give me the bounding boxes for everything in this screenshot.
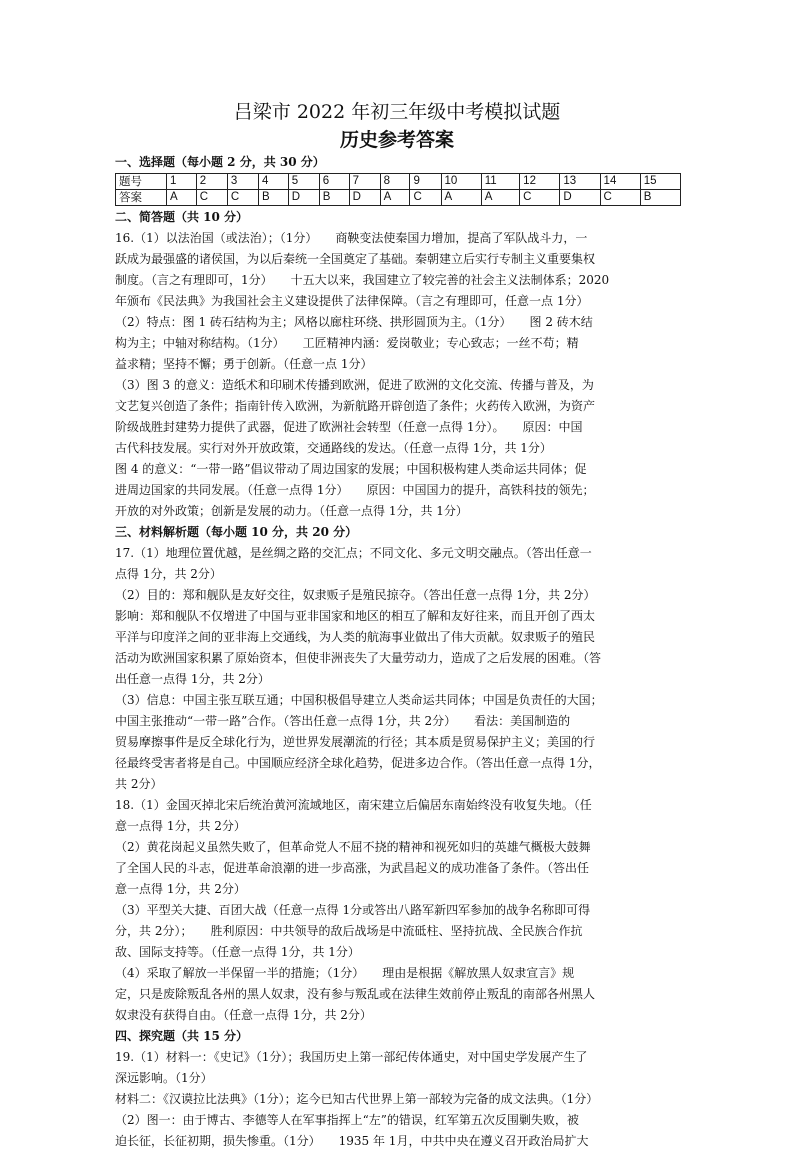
question-number-cell: 13 <box>560 174 600 190</box>
exam-title: 吕梁市 2022 年初三年级中考模拟试题 <box>233 101 561 123</box>
answer-text-line: 贸易摩擦事件是反全球化行为，逆世界发展潮流的行径；其本质是贸易保护主义；美国的行 <box>115 735 596 749</box>
answer-cell: D <box>349 190 380 206</box>
answer-content <box>115 152 681 1152</box>
answer-text-line: （3）平型关大捷、百团大战（任意一点得 1分或答出八路军新四军参加的战争名称即可得 <box>115 903 591 917</box>
answer-cell: C <box>196 190 227 206</box>
answer-text-line: 图 4 的意义：“一带一路”倡议带动了周边国家的发展；中国积极构建人类命运共同体；促 <box>115 462 587 476</box>
answer-text-line: 分，共 2分）； 胜利原因：中共领导的敌后战场是中流砥柱、坚持抗战、全民族合作抗 <box>115 924 583 938</box>
question-number-cell: 15 <box>640 174 680 190</box>
answer-text-line: （3）图 3 的意义：造纸术和印刷术传播到欧洲，促进了欧洲的文化交流、传播与普及，为 <box>115 378 594 392</box>
answer-text-line: 19.（1）材料一：《史记》（1分）；我国历史上第一部纪传体通史，对中国史学发展产生了 <box>115 1050 588 1064</box>
question-number-cell: 1 <box>167 174 197 190</box>
answer-text-line: （2）目的：郑和舰队是友好交往，奴隶贩子是殖民掠夺。（答出任意一点得 1分，共 2分） <box>115 588 596 602</box>
row-label: 题号 <box>116 174 167 190</box>
answer-text-line: 活动为欧洲国家积累了原始资本，但使非洲丧失了大量劳动力，造成了之后发展的困难。（答 <box>115 651 602 665</box>
answer-text-line: （2）图一：由于博古、李德等人在军事指挥上“左”的错误，红军第五次反围剿失败，被 <box>115 1113 579 1127</box>
answer-cell: D <box>560 190 600 206</box>
answer-cell: B <box>258 190 288 206</box>
answer-text-line: 跃成为最强盛的诸侯国，为以后秦统一全国奠定了基础。秦朝建立后实行专制主义重要集权 <box>115 252 596 266</box>
answer-text-line: 17.（1）地理位置优越，是丝绸之路的交汇点；不同文化、多元文明交融点。（答出任意一 <box>115 546 592 560</box>
answer-text-line: 开放的对外政策；创新是发展的动力。（任意一点得 1分，共 1分） <box>115 504 468 518</box>
answer-text-line: 意一点得 1分，共 2分） <box>115 819 246 833</box>
answer-text-line: （2）黄花岗起义虽然失败了，但革命党人不屈不挠的精神和视死如归的英雄气概极大鼓舞 <box>115 840 591 854</box>
answer-cell: A <box>380 190 410 206</box>
answer-text-line: 点得 1分，共 2分） <box>115 567 222 581</box>
answer-text-line: 出任意一点得 1分，共 2分） <box>115 672 270 686</box>
answer-text-line: 意一点得 1分，共 2分） <box>115 882 246 896</box>
answer-cell: A <box>481 190 519 206</box>
answer-text-line: 阶级战胜封建势力提供了武器，促进了欧洲社会转型（任意一点得 1分）。 原因：中国 <box>115 420 583 434</box>
answer-cell: B <box>319 190 349 206</box>
answer-row <box>116 190 681 206</box>
answer-text-line: 文艺复兴创造了条件；指南针传入欧洲，为新航路开辟创造了条件；火药传入欧洲，为资产 <box>115 399 596 413</box>
section-heading: 二、简答题（共 10 分） <box>115 210 249 224</box>
question-number-cell: 9 <box>410 174 441 190</box>
question-number-cell: 14 <box>600 174 640 190</box>
answer-text-line: 进周边国家的共同发展。（任意一点得 1分） 原因：中国国力的提升，高铁科技的领先； <box>115 483 595 497</box>
section-heading: 四、探究题（共 15 分） <box>115 1029 249 1043</box>
answer-text-line: 构为主；中轴对称结构。（1分） 工匠精神内涵：爱岗敬业；专心致志；一丝不苟；精 <box>115 336 579 350</box>
answer-cell: C <box>520 190 560 206</box>
answer-text-line: 奴隶没有获得自由。（任意一点得 1分，共 2分） <box>115 1008 372 1022</box>
answer-text-line: 益求精；坚持不懈；勇于创新。（任意一点 1分） <box>115 357 373 371</box>
question-number-cell: 3 <box>227 174 258 190</box>
question-number-cell: 7 <box>349 174 380 190</box>
answer-text-line: 迫长征，长征初期，损失惨重。（1分） 1935 年 1月，中共中央在遵义召开政治局扩大 <box>115 1134 589 1148</box>
answer-text-line: 共 2分） <box>115 777 163 791</box>
question-number-row <box>116 174 681 190</box>
section-heading-choice: 一、选择题（每小题 2 分，共 30 分） <box>115 155 325 169</box>
question-number-cell: 4 <box>258 174 288 190</box>
answer-title: 历史参考答案 <box>339 129 454 151</box>
answer-text-line: （3）信息：中国主张互联互通；中国积极倡导建立人类命运共同体；中国是负责任的大国； <box>115 693 603 707</box>
choice-answer-table <box>115 173 681 206</box>
answer-text-line: 了全国人民的斗志，促进革命浪潮的进一步高涨，为武昌起义的成功准备了条件。（答出任 <box>115 861 590 875</box>
question-number-cell: 8 <box>380 174 410 190</box>
answer-lines <box>115 207 681 1152</box>
answer-text-line: 深远影响。（1分） <box>115 1071 213 1085</box>
answer-text-line: 年颁布《民法典》为我国社会主义建设提供了法律保障。（言之有理即可，任意一点 1分） <box>115 294 589 308</box>
question-number-cell: 6 <box>319 174 349 190</box>
answer-text-line: 16.（1）以法治国（或法治）；（1分） 商鞅变法使秦国力增加，提高了军队战斗力，一 <box>115 231 588 245</box>
answer-text-line: 径最终受害者将是自己。中国顺应经济全球化趋势，促进多边合作。（答出任意一点得 1分， <box>115 756 601 770</box>
answer-text-line: 影响：郑和舰队不仅增进了中国与亚非国家和地区的相互了解和友好往来，而且开创了西太 <box>115 609 596 623</box>
question-number-cell: 11 <box>481 174 519 190</box>
answer-text-line: （2）特点：图 1 砖石结构为主；风格以廊柱环绕、拱形圆顶为主。（1分） 图 2 砖木结 <box>115 315 593 329</box>
answer-text-line: （4）采取了解放一半保留一半的措施；（1分） 理由是根据《解放黑人奴隶宣言》规 <box>115 966 575 980</box>
question-number-cell: 2 <box>196 174 227 190</box>
answer-cell: A <box>441 190 481 206</box>
row-label: 答案 <box>116 190 167 206</box>
answer-text-line: 18.（1）金国灭掉北宋后统治黄河流域地区，南宋建立后偏居东南始终没有收复失地。（任 <box>115 798 592 812</box>
answer-cell: C <box>410 190 441 206</box>
answer-cell: C <box>227 190 258 206</box>
answer-text-line: 平洋与印度洋之间的亚非海上交通线，为人类的航海事业做出了伟大贡献。奴隶贩子的殖民 <box>115 630 596 644</box>
answer-text-line: 敌、国际支持等。（任意一点得 1分，共 1分） <box>115 945 360 959</box>
answer-text-line: 古代科技发展。实行对外开放政策，交通路线的发达。（任意一点得 1分，共 1分） <box>115 441 552 455</box>
answer-cell: B <box>640 190 680 206</box>
answer-text-line: 制度。（言之有理即可，1分） 十五大以来，我国建立了较完善的社会主义法制体系；2020 <box>115 273 610 287</box>
question-number-cell: 12 <box>520 174 560 190</box>
question-number-cell: 5 <box>288 174 319 190</box>
answer-text-line: 中国主张推动“一带一路”合作。（答出任意一点得 1分，共 2分） 看法：美国制造的 <box>115 714 571 728</box>
answer-cell: C <box>600 190 640 206</box>
answer-text-line: 定，只是废除叛乱各州的黑人奴隶，没有参与叛乱或在法律生效前停止叛乱的南部各州黑人 <box>115 987 596 1001</box>
answer-cell: A <box>167 190 197 206</box>
answer-cell: D <box>288 190 319 206</box>
answer-text-line: 材料二：《汉谟拉比法典》（1分）；迄今已知古代世界上第一部较为完备的成文法典。（1分） <box>115 1092 599 1106</box>
section-heading: 三、材料解析题（每小题 10 分，共 20 分） <box>115 525 358 539</box>
question-number-cell: 10 <box>441 174 481 190</box>
